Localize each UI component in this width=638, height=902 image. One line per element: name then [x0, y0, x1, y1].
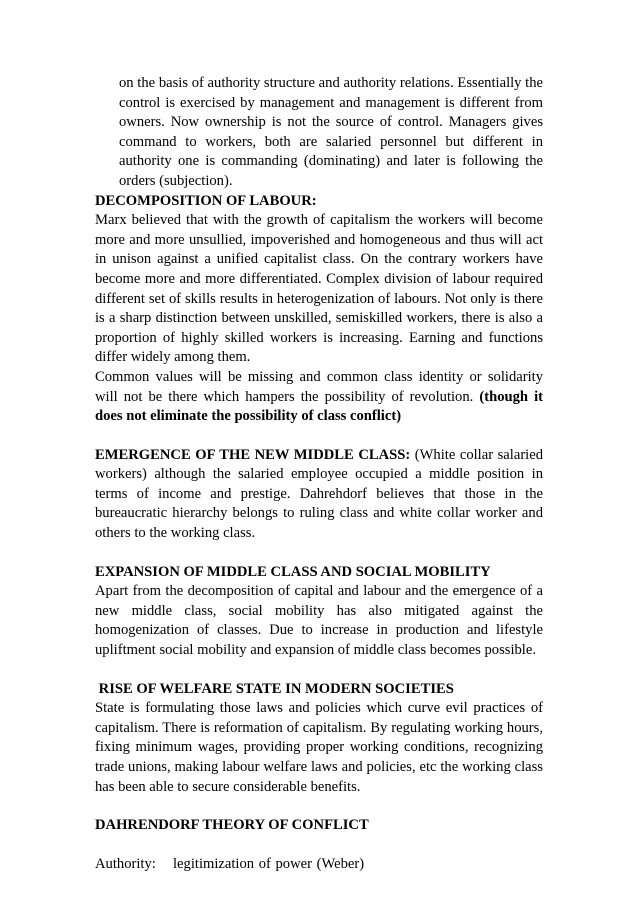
spacer [95, 544, 543, 563]
authority-label: Authority: [95, 855, 156, 872]
middle-class-paragraph [95, 446, 543, 544]
heading-decomposition-of-labour: DECOMPOSITION OF LABOUR: [95, 192, 317, 209]
welfare-paragraph: State is formulating those laws and policies which curve evil practices of capitalism. There is reformation of capitalism. By regulating working hours, fixing minimum wages, providing proper working conditions, recognizing trade unions, making labour welfare laws and policies, etc the working class has been able to secure considerable benefits. [95, 700, 543, 795]
middle-class-text: (White collar salaried workers) although the salaried employee occupied a middle position in terms of income and prestige. Dahrehdorf believes that those in the bureaucratic hierarchy belongs to ruling class and white collar worker and others to the working class. [95, 446, 544, 542]
decomposition-paragraph-2-bold: (though it does not eliminate the possibility of class conflict) [95, 388, 543, 425]
intro-paragraph: on the basis of authority structure and authority relations. Essentially the control is exercised by management and management is different from owners. Now ownership is not the source of control. Managers gives command to workers, both are salaried personnel but different in authority one is commanding (dominating) and later is following the orders (subjection). [119, 75, 543, 189]
document-page [95, 74, 543, 874]
decomposition-paragraph-2-text: Common values will be missing and common class identity or solidarity will not be there which hampers the possibility of revolution. [95, 368, 543, 405]
spacer [95, 836, 543, 855]
heading-dahrendorf-theory-of-conflict: DAHRENDORF THEORY OF CONFLICT [95, 817, 369, 834]
spacer [95, 427, 543, 446]
authority-definition-line [95, 855, 543, 875]
decomposition-paragraph-1: Marx believed that with the growth of capitalism the workers will become more and more unsullied, impoverished and homogeneous and thus will act in unison against a unified capitalist class. On the contrary workers have become more and more differentiated. Complex division of labour required different set of skills results in heterogenization of labours. Not only is there is a sharp distinction between unskilled, semiskilled workers, there is also a proportion of highly skilled workers is increasing. Earning and functions differ widely among them. [95, 212, 543, 366]
decomposition-paragraph-2 [95, 368, 543, 427]
spacer [95, 797, 543, 816]
authority-definition: legitimization of power (Weber) [173, 855, 365, 872]
heading-expansion-of-middle-class: EXPANSION OF MIDDLE CLASS AND SOCIAL MOBILITY [95, 563, 491, 580]
spacer [95, 661, 543, 680]
expansion-paragraph: Apart from the decomposition of capital and labour and the emergence of a new middle class, social mobility has also mitigated against the homogenization of classes. Due to increase in production and lifestyle upliftment social mobility and expansion of middle class becomes possible. [95, 583, 543, 659]
heading-rise-of-welfare-state: RISE OF WELFARE STATE IN MODERN SOCIETIES [95, 680, 454, 697]
heading-emergence-of-new-middle-class: EMERGENCE OF THE NEW MIDDLE CLASS: [95, 446, 411, 463]
